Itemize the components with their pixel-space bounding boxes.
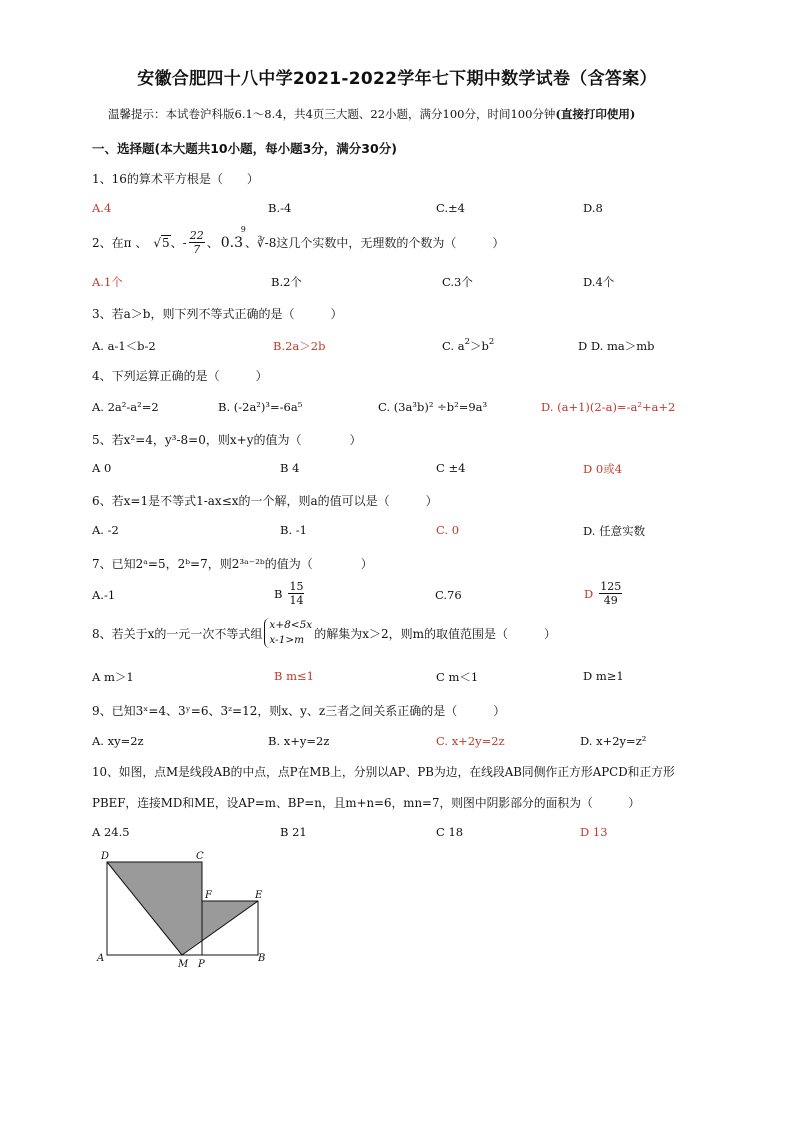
q3-option-a: A. a-1＜b-2 — [92, 339, 156, 353]
q2-pre: 2、在π 、 — [92, 236, 148, 250]
q2-post: 这几个实数中，无理数的个数为（ ） — [276, 236, 505, 250]
q4-option-a: A. 2a²-a²=2 — [92, 400, 159, 414]
label-f: F — [205, 890, 212, 901]
q7-d-num: 125 — [600, 580, 622, 593]
q3-option-c-a: C. a — [442, 339, 465, 353]
q6-option-c: C. 0 — [436, 523, 460, 537]
geometry-figure — [92, 848, 282, 973]
q2-repeat-dot: 9 — [240, 224, 246, 234]
tip-text: 温馨提示：本试卷沪科版6.1～8.4，共4页三大题、22小题，满分100分，时间100分钟 — [108, 107, 556, 121]
q8-option-b — [274, 669, 314, 683]
q7-option-c: C.76 — [435, 588, 462, 602]
q10-option-c: C 18 — [436, 825, 464, 839]
q2-frac-den: 7 — [193, 243, 201, 256]
q2-cbrt: ∛-8 — [257, 235, 277, 250]
q7-b-num: 15 — [289, 580, 304, 593]
q7-option-b-frac — [288, 580, 304, 607]
q2-option-d: D.4个 — [583, 275, 615, 289]
q2-decimal: 0.3 — [220, 234, 243, 251]
q2-sqrt5: 5 — [162, 236, 170, 250]
shaded-region-left — [107, 862, 202, 955]
q2-decimal-wrap — [220, 224, 246, 251]
q2-fraction — [189, 229, 205, 256]
q3-option-d: D D. ma＞mb — [578, 339, 655, 353]
q2-option-a-text: A.1个 — [92, 275, 123, 289]
q5-option-c: C ±4 — [436, 461, 466, 475]
q6-option-d: D. 任意实数 — [583, 524, 646, 538]
q10-option-b: B 21 — [280, 825, 307, 839]
q6-option-a: A. -2 — [92, 523, 119, 537]
q3-option-b: B.2a＞2b — [273, 339, 326, 353]
q8-line1: x+8<5x — [269, 619, 313, 631]
q7-d-den: 49 — [603, 594, 618, 607]
page-title: 安徽合肥四十八中学2021-2022学年七下期中数学试卷（含答案） — [137, 69, 657, 89]
q8-stem — [92, 618, 556, 648]
q8-option-d: D m≥1 — [583, 669, 624, 683]
q1-option-c: C.±4 — [436, 201, 465, 215]
q7-option-b — [274, 580, 306, 607]
q2-option-a — [92, 274, 123, 290]
q4-stem: 4、下列运算正确的是（ ） — [92, 369, 268, 383]
sqrt-symbol: √ — [153, 235, 161, 250]
q5-option-d: D 0或4 — [583, 462, 623, 476]
q7-option-d-letter: D — [584, 586, 594, 601]
q1-stem: 1、16的算术平方根是（ ） — [92, 172, 259, 186]
label-c: C — [196, 851, 204, 862]
q2-mid: 、- — [170, 236, 187, 250]
q9-option-c: C. x+2y=2z — [436, 734, 505, 748]
q2-frac-num: 22 — [189, 229, 204, 242]
label-e: E — [255, 890, 263, 901]
label-d: D — [101, 851, 110, 862]
q3-option-c-b: ＞b — [469, 339, 489, 353]
q9-option-b: B. x+y=2z — [268, 734, 330, 748]
q3-option-c: C. $a^2>b^2$ — [442, 337, 495, 353]
q2-stem — [92, 224, 505, 256]
q4-option-b: B. (-2a²)³=-6a⁵ — [218, 400, 303, 414]
label-a: A — [97, 953, 105, 964]
q2-option-b: B.2个 — [271, 275, 302, 289]
q7-option-a: A.-1 — [92, 588, 116, 602]
label-p: P — [198, 959, 205, 970]
q2-sep1: 、 — [206, 236, 219, 250]
tip-line — [108, 106, 635, 122]
q1-option-d: D.8 — [583, 201, 603, 215]
q2-sep2: 、 — [244, 236, 257, 250]
q7-b-den: 14 — [289, 594, 304, 607]
q7-stem: 7、已知2ᵃ=5，2ᵇ=7，则2³ᵃ⁻²ᵇ的值为（ ） — [92, 557, 373, 571]
q9-stem: 9、已知3ˣ=4、3ʸ=6、3ᶻ=12，则x、y、z三者之间关系正确的是（ ） — [92, 704, 506, 718]
label-b: B — [258, 953, 266, 964]
q4-option-d-text: D. (a+1)(2-a)=-a²+a+2 — [541, 400, 676, 414]
q4-option-d — [541, 400, 675, 414]
q7-option-d — [584, 580, 624, 607]
q5-stem: 5、若x²=4，y³-8=0，则x+y的值为（ ） — [92, 433, 362, 447]
q4-option-c: C. (3a³b)² ÷b²=9a³ — [378, 400, 488, 414]
q10-option-d: D 13 — [580, 825, 608, 839]
tip-bold: (直接打印使用) — [555, 107, 636, 121]
q10-line1: 10、如图，点M是线段AB的中点，点P在MB上，分别以AP、PB为边，在线段AB同侧作正方形APCD和正方形 — [92, 765, 675, 779]
q8-post: 的解集为x＞2，则m的取值范围是（ ） — [314, 626, 557, 641]
label-m: M — [178, 959, 189, 970]
q8-option-b-text: B m≤1 — [274, 669, 314, 683]
q5-option-a: A 0 — [92, 461, 112, 475]
q8-system — [264, 618, 312, 648]
q7-option-b-letter: B — [274, 586, 283, 601]
q8-pre: 8、若关于x的一元一次不等式组 — [92, 626, 263, 641]
q1-option-a: A.4 — [92, 201, 112, 215]
q2-option-c: C.3个 — [442, 275, 473, 289]
q7-option-d-frac — [599, 580, 622, 607]
q6-option-b: B. -1 — [280, 523, 307, 537]
section-heading: 一、选择题(本大题共10小题，每小题3分，满分30分) — [92, 141, 397, 156]
q5-option-b: B 4 — [280, 461, 300, 475]
q9-option-a: A. xy=2z — [92, 734, 144, 748]
q9-option-d: D. x+2y=z² — [580, 734, 647, 748]
q10-option-a: A 24.5 — [92, 825, 130, 839]
q8-option-a: A m＞1 — [92, 670, 134, 684]
q10-line2: PBEF，连接MD和ME，设AP=m、BP=n，且m+n=6，mn=7，则图中阴影部分的面积为（ ） — [92, 796, 640, 810]
q1-option-b: B.-4 — [268, 201, 292, 215]
q6-stem: 6、若x=1是不等式1-ax≤x的一个解，则a的值可以是（ ） — [92, 494, 438, 508]
q8-option-c: C m＜1 — [436, 670, 479, 684]
q8-line2: x-1>m — [269, 634, 305, 646]
q3-stem: 3、若a＞b，则下列不等式正确的是（ ） — [92, 307, 343, 321]
